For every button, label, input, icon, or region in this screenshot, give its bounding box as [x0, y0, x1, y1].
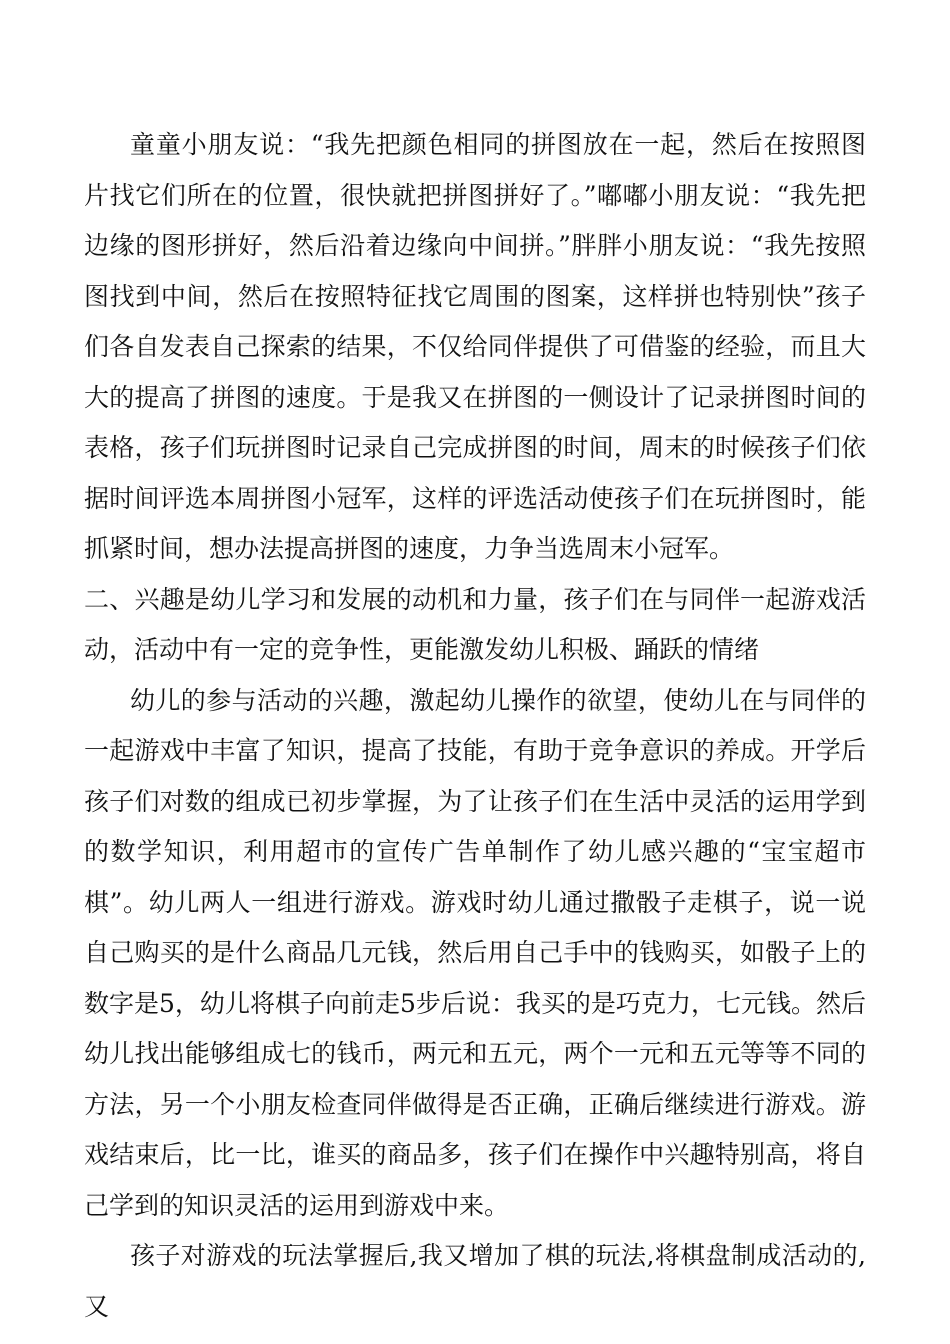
paragraph-supermarket-chess: 幼儿的参与活动的兴趣，激起幼儿操作的欲望，使幼儿在与同伴的一起游戏中丰富了知识，提高了技能，有助于竞争意识的养成。开学后孩子们对数的组成已初步掌握，为了让孩子们在生活中灵活的运用学到的数学知识，利用超市的宣传广告单制作了幼儿感兴趣的“宝宝超市棋”。幼儿两人一组进行游戏。游戏时幼儿通过撒骰子走棋子，说一说自己购买的是什么商品几元钱，然后用自己手中的钱购买，如骰子上的数字是5，幼儿将棋子向前走5步后说：我买的是巧克力，七元钱。然后幼儿找出能够组成七的钱币，两元和五元，两个一元和五元等等不同的方法，另一个小朋友检查同伴做得是否正确，正确后继续进行游戏。游戏结束后，比一比，谁买的商品多，孩子们在操作中兴趣特别高，将自己学到的知识灵活的运用到游戏中来。 [84, 685, 866, 1220]
paragraph-puzzle-strategies: 童童小朋友说：“我先把颜色相同的拼图放在一起，然后在按照图片找它们所在的位置，很快就把拼图拼好了。”嘟嘟小朋友说：“我先把边缘的图形拼好，然后沿着边缘向中间拼。”胖胖小朋友说：“我先按照图找到中间，然后在按照特征找它周围的图案，这样拼也特别快”孩子们各自发表自己探索的结果，不仅给同伴提供了可借鉴的经验，而且大大的提高了拼图的速度。于是我又在拼图的一侧设计了记录拼图时间的表格，孩子们玩拼图时记录自己完成拼图的时间，周末的时候孩子们依据时间评选本周拼图小冠军，这样的评选活动使孩子们在玩拼图时，能抓紧时间，想办法提高拼图的速度，力争当选周末小冠军。 [84, 130, 866, 563]
paragraph-game-extension: 孩子对游戏的玩法掌握后,我又增加了棋的玩法,将棋盘制成活动的,又 [84, 1241, 866, 1321]
section-heading-interest: 二、兴趣是幼儿学习和发展的动机和力量，孩子们在与同伴一起游戏活动，活动中有一定的竞争性，更能激发幼儿积极、踊跃的情绪 [84, 584, 866, 664]
document-body [84, 120, 866, 1332]
